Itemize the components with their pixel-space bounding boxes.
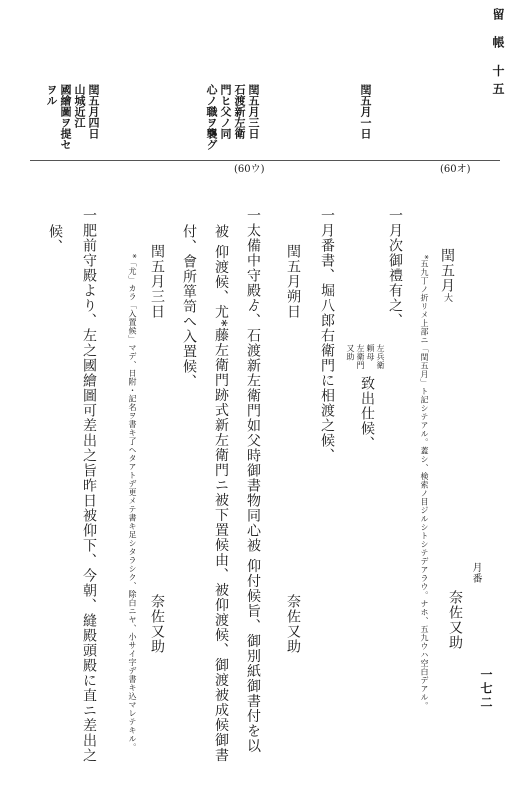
item-one-tail: 致出仕候、 xyxy=(359,376,375,451)
month-heading xyxy=(440,248,454,303)
side-note-may4-line: 國繪圖ヲ提セ xyxy=(59,84,72,150)
item-one-small: 左兵衛 xyxy=(376,344,385,370)
page-marker-right: (60オ) xyxy=(440,164,471,175)
divider-rule xyxy=(30,160,500,161)
date-may1: 閏五月朔日 xyxy=(285,244,301,319)
page-header-title: 留 帳 十五 xyxy=(491,8,505,101)
name-may3: 奈佐又助 xyxy=(149,594,165,654)
item-one-small: 又助 xyxy=(346,344,355,361)
duty-name: 奈佐又助 xyxy=(447,590,463,650)
duty-label: 月番 xyxy=(470,562,481,584)
item-one-lead: 一月次御禮有之、 xyxy=(387,208,403,328)
page-marker-left: (60ウ) xyxy=(234,164,265,175)
month-heading-small: 大 xyxy=(442,293,452,303)
month-heading-text: 閏五月 xyxy=(439,248,455,293)
item-three-line: 一太備中守殿ゟ、石渡新左衛門如父時御書物同心被 仰付候旨、御別紙御書付を以 xyxy=(245,208,261,754)
footnote-one: *五九丁ノ折リメ上部ニ「閏五月」ト記シテアル。蓋シ、検索ノ目ジルシトシテデアラウ。ナホ、五九ウハ空白デアル。 xyxy=(420,255,429,710)
side-note-may3-line: 心ノ職ヲ襲グ xyxy=(205,84,218,150)
side-note-may4-line: 山城近江 xyxy=(73,84,86,128)
item-three-line: 付、會所箪笥へ入置候、 xyxy=(181,224,197,389)
page-number: 一七二 xyxy=(479,668,493,710)
side-note-may4-line: 閏五月四日 xyxy=(87,84,100,139)
item-two: 一月番書、堀八郎右衛門に相渡之候、 xyxy=(319,208,335,463)
side-note-may4-line: ヲル xyxy=(45,84,58,106)
item-one-small: 頼母 xyxy=(366,344,375,361)
side-note-may1: 閏五月一日 xyxy=(359,84,372,139)
item-three-line: 被 仰渡候、尤*藤左衛門跡式新左衛門ニ被下置候由、被仰渡候、御渡被成候御書 xyxy=(213,224,229,763)
footnote-two: *「尤」カラ「入置候」マデ、日附・記名ヲ書キ了ヘタアトデ更メテ書キ足シタラシク、除白ニヤ、小サイ字デ書キ込マレテキル。 xyxy=(128,254,137,752)
item-one-small: 左衛門 xyxy=(356,344,365,370)
side-note-may3-line: 門ヒ父ノ同 xyxy=(219,84,232,139)
side-note-may3-line: 石渡新左衛 xyxy=(233,84,246,139)
name-may1: 奈佐又助 xyxy=(285,594,301,654)
item-four-line: 一肥前守殿より、左之國繪圖可差出之旨昨日被仰下、今朝、縫殿頭殿に直ニ差出之 xyxy=(81,208,97,763)
date-may3: 閏五月三日 xyxy=(149,244,165,319)
item-four-line: 候、 xyxy=(47,224,63,254)
side-note-may3-line: 閏五月三日 xyxy=(247,84,260,139)
